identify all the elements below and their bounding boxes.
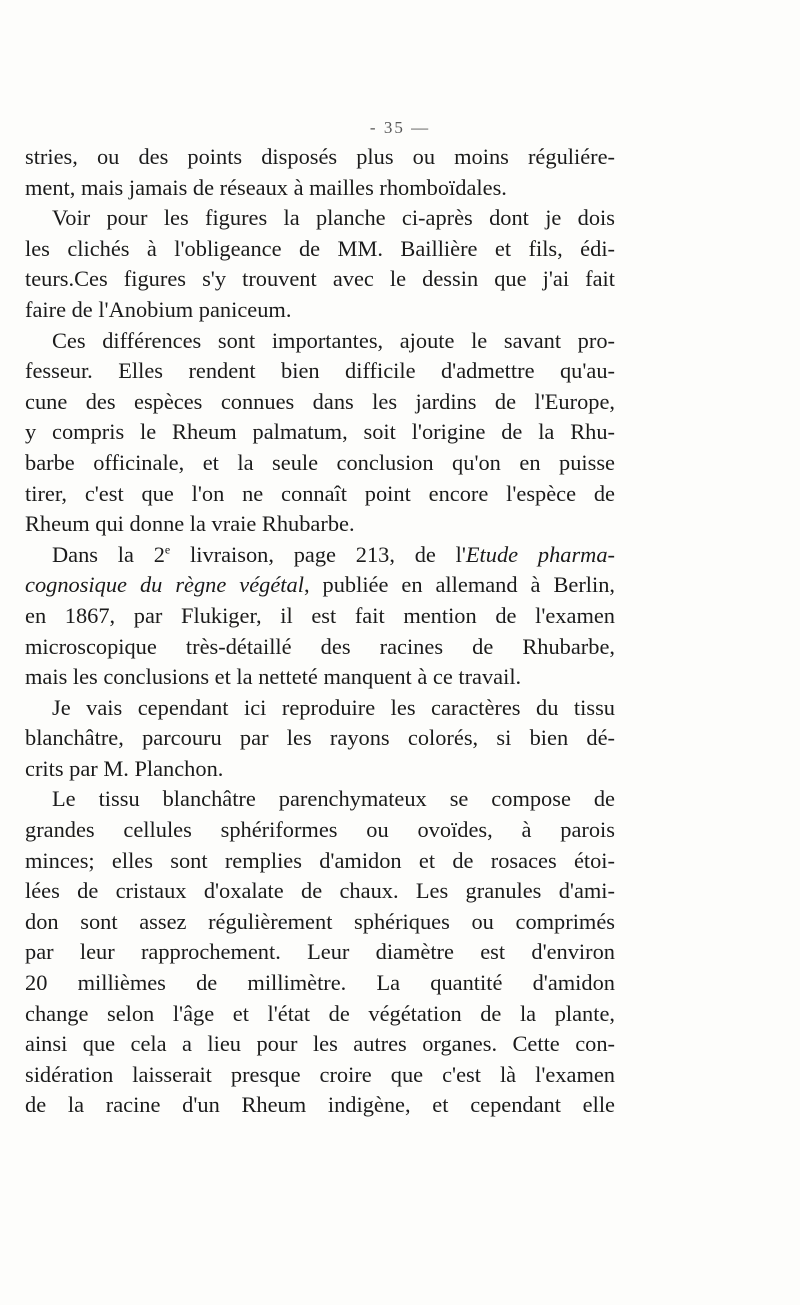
text-line <box>25 570 615 601</box>
text-fragment: livraison, page 213, de l' <box>170 541 466 567</box>
text-line: cune des espèces connues dans les jardins de l'Europe, <box>25 388 615 414</box>
text-line: microscopique très-détaillé des racines de Rhubarbe, <box>25 633 615 659</box>
text-line: Voir pour les figures la planche ci-après dont je dois <box>52 205 615 231</box>
text-line: teurs.Ces figures s'y trouvent avec le dessin que j'ai fait <box>25 266 615 292</box>
text-line: change selon l'âge et l'état de végétation de la plante, <box>25 1000 615 1026</box>
text-line: barbe officinale, et la seule conclusion qu'on en puisse <box>25 449 615 475</box>
body-text <box>25 142 615 1121</box>
text-line: 20 millièmes de millimètre. La quantité d'amidon <box>25 970 615 996</box>
text-line: Je vais cependant ici reproduire les caractères du tissu <box>52 694 615 720</box>
text-line: sidération laisserait presque croire que c'est là l'examen <box>25 1061 615 1087</box>
superscript: e <box>164 542 171 557</box>
text-line: minces; elles sont remplies d'amidon et de rosaces étoi- <box>25 847 615 873</box>
italic-title: Etude pharma- <box>465 541 615 567</box>
text-line: ainsi que cela a lieu pour les autres organes. Cette con- <box>25 1031 615 1057</box>
text-line: stries, ou des points disposés plus ou moins réguliére- <box>25 144 615 169</box>
text-fragment: Dans la 2 <box>52 541 165 567</box>
text-line: crits par M. Planchon. <box>25 755 224 781</box>
text-line: par leur rapprochement. Leur diamètre est d'environ <box>25 939 615 965</box>
text-line: blanchâtre, parcouru par les rayons colorés, si bien dé- <box>25 725 615 751</box>
text-line: mais les conclusions et la netteté manquent à ce travail. <box>25 664 522 690</box>
text-line: Ces différences sont importantes, ajoute le savant pro- <box>52 327 615 353</box>
italic-title: cognosique du règne végétal <box>25 572 304 598</box>
text-line: Le tissu blanchâtre parenchymateux se compose de <box>52 786 615 812</box>
text-line: lées de cristaux d'oxalate de chaux. Les granules d'ami- <box>25 878 615 904</box>
text-line: de la racine d'un Rheum indigène, et cependant elle <box>25 1092 615 1118</box>
page-number: - 35 — <box>369 118 431 137</box>
text-line: les clichés à l'obligeance de MM. Baillière et fils, édi- <box>25 235 615 261</box>
text-line: faire de l'Anobium paniceum. <box>25 296 292 322</box>
text-line <box>25 540 615 571</box>
text-line: tirer, c'est que l'on ne connaît point encore l'espèce de <box>25 480 615 506</box>
text-fragment: , publiée en allemand à Berlin, <box>303 572 616 598</box>
text-line: grandes cellules sphériformes ou ovoïdes, à parois <box>25 817 615 843</box>
text-line: en 1867, par Flukiger, il est fait mention de l'examen <box>25 602 615 628</box>
text-line: ment, mais jamais de réseaux à mailles rhomboïdales. <box>25 174 507 200</box>
text-line: fesseur. Elles rendent bien difficile d'admettre qu'au- <box>25 358 615 384</box>
text-line: y compris le Rheum palmatum, soit l'origine de la Rhu- <box>25 419 615 445</box>
text-line: Rheum qui donne la vraie Rhubarbe. <box>25 511 355 537</box>
text-line: don sont assez régulièrement sphériques ou comprimés <box>25 908 615 934</box>
